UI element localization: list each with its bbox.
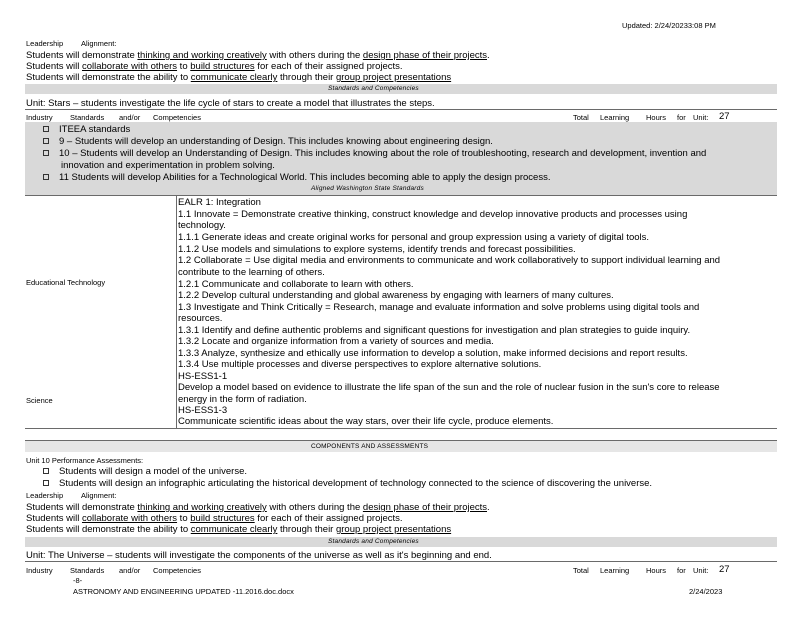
unit-universe: Unit: The Universe – students will investigate the components of the universe as well as it's beginning and end. — [26, 550, 492, 561]
footer-filename: ASTRONOMY AND ENGINEERING UPDATED -11.2016.doc.docx — [73, 587, 294, 596]
hours-label: Hours — [646, 113, 667, 122]
standards-band-label: Standards and Competencies — [328, 538, 419, 545]
standards-label: Standards — [70, 113, 105, 122]
iteea-item-cont: innovation and experimentation in problem solving. — [61, 160, 275, 171]
leadership-label: Leadership — [26, 491, 64, 500]
bullet-icon — [43, 174, 49, 180]
leadership-line-3: Students will demonstrate the ability to communicate clearly through their group project presentations — [26, 524, 452, 535]
ealr-line: energy in the form of radiation. — [178, 394, 307, 405]
educational-technology-label: Educational Technology — [26, 278, 106, 287]
bullet-icon — [43, 468, 49, 474]
performance-item: Students will design a model of the universe. — [43, 466, 247, 477]
science-label: Science — [26, 396, 53, 405]
for-label: for — [677, 113, 686, 122]
ealr-line: 1.3 Investigate and Think Critically = Research, manage and evaluate information and solve problems using digital tools and — [178, 302, 700, 313]
table-top-border — [25, 195, 777, 196]
leadership-line-2: Students will collaborate with others to build structures for each of their assigned projects. — [26, 513, 403, 524]
unit10-performance-label: Unit 10 Performance Assessments: — [26, 456, 144, 465]
hours-label: Hours — [646, 566, 667, 575]
bullet-icon — [43, 150, 49, 156]
unit-stars: Unit: Stars – students investigate the life cycle of stars to create a model that illustrates the steps. — [26, 98, 435, 109]
components-band-label: COMPONENTS AND ASSESSMENTS — [311, 443, 429, 450]
ealr-line: EALR 1: Integration — [178, 197, 261, 208]
andor-label: and/or — [119, 113, 141, 122]
ealr-line: technology. — [178, 220, 226, 231]
ealr-line: resources. — [178, 313, 223, 324]
ealr-line: 1.3.4 Use multiple processes and diverse perspectives to explore alternative solutions. — [178, 359, 542, 370]
page-number: -8- — [73, 576, 83, 585]
industry-label: Industry — [26, 566, 53, 575]
unit-label: Unit: — [693, 113, 709, 122]
leadership-line-1: Students will demonstrate thinking and working creatively with others during the design phase of their projects. — [26, 502, 490, 513]
iteea-item: 10 – Students will develop an Understanding of Design. This includes knowing about the role of troubleshooting, research and development, invention and — [43, 148, 706, 159]
ealr-line: contribute to the learning of others. — [178, 267, 325, 278]
footer-date: 2/24/2023 — [689, 587, 723, 596]
ealr-line: Develop a model based on evidence to illustrate the life span of the sun and the role of nuclear fusion in the sun's core to release — [178, 382, 720, 393]
for-label: for — [677, 566, 686, 575]
ealr-line: 1.2.2 Develop cultural understanding and global awareness by engaging with learners of many cultures. — [178, 290, 614, 301]
table-col-divider — [176, 196, 177, 428]
total-label: Total — [573, 113, 589, 122]
aligned-band-label: Aligned Washington State Standards — [311, 185, 424, 192]
ealr-line: 1.2 Collaborate = Use digital media and environments to communicate and work collaboratively to support individual learning and — [178, 255, 721, 266]
alignment-label: Alignment: — [81, 491, 117, 500]
performance-item: Students will design an infographic articulating the historical development of technology connected to the science of discovering the universe. — [43, 478, 652, 489]
components-top-border — [25, 440, 777, 441]
iteea-item: ITEEA standards — [43, 124, 130, 135]
leadership-line-1: Students will demonstrate thinking and working creatively with others during the design phase of their projects. — [26, 50, 490, 61]
learning-label: Learning — [600, 566, 630, 575]
industry-label: Industry — [26, 113, 53, 122]
ealr-line: Communicate scientific ideas about the way stars, over their life cycle, produce elements. — [178, 416, 554, 427]
ealr-line: 1.1 Innovate = Demonstrate creative thinking, construct knowledge and develop innovative products and processes using — [178, 209, 688, 220]
ealr-line: HS-ESS1-1 — [178, 371, 228, 382]
unit-label: Unit: — [693, 566, 709, 575]
ealr-line: 1.3.3 Analyze, synthesize and ethically use information to develop a solution, make informed decisions and report results. — [178, 348, 688, 359]
hours-value: 27 — [719, 111, 730, 122]
leadership-line-2: Students will collaborate with others to build structures for each of their assigned projects. — [26, 61, 403, 72]
table-bottom-border — [25, 428, 777, 429]
ealr-line: 1.3.2 Locate and organize information from a variety of sources and media. — [178, 336, 494, 347]
leadership-label: Leadership — [26, 39, 64, 48]
ealr-line: HS-ESS1-3 — [178, 405, 228, 416]
leadership-line-3: Students will demonstrate the ability to communicate clearly through their group project presentations — [26, 72, 452, 83]
row-divider — [25, 109, 777, 110]
andor-label: and/or — [119, 566, 141, 575]
ealr-line: 1.1.2 Use models and simulations to explore systems, identify trends and forecast possibilities. — [178, 244, 576, 255]
standards-label: Standards — [70, 566, 105, 575]
ealr-line: 1.2.1 Communicate and collaborate to learn with others. — [178, 279, 414, 290]
iteea-item: 11 Students will develop Abilities for a Technological World. This includes becoming able to apply the design process. — [43, 172, 550, 183]
total-label: Total — [573, 566, 589, 575]
ealr-line: 1.3.1 Identify and define authentic problems and significant questions for investigation and plan strategies to guide inquiry. — [178, 325, 691, 336]
learning-label: Learning — [600, 113, 630, 122]
competencies-label: Competencies — [153, 113, 201, 122]
competencies-label: Competencies — [153, 566, 201, 575]
updated-stamp: Updated: 2/24/20233:08 PM — [622, 21, 716, 30]
bullet-icon — [43, 480, 49, 486]
iteea-item: 9 – Students will develop an understanding of Design. This includes knowing about engineering design. — [43, 136, 493, 147]
hours-value: 27 — [719, 564, 730, 575]
standards-band-label: Standards and Competencies — [328, 85, 419, 92]
alignment-label: Alignment: — [81, 39, 117, 48]
ealr-line: 1.1.1 Generate ideas and create original works for personal and group expression using a variety of digital tools. — [178, 232, 650, 243]
bullet-icon — [43, 126, 49, 132]
row-divider — [25, 561, 777, 562]
bullet-icon — [43, 138, 49, 144]
